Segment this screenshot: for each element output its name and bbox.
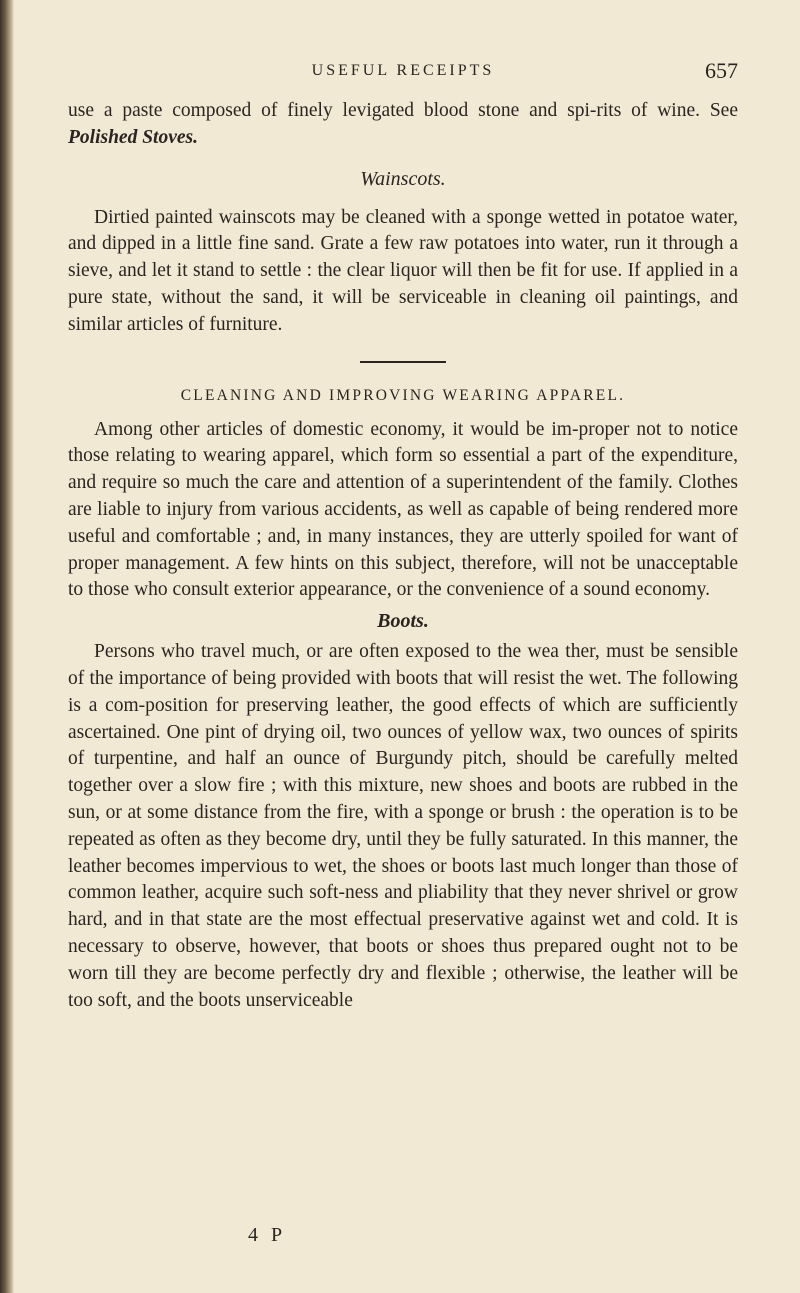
boots-paragraph: Persons who travel much, or are often exposed to the wea ther, must be sensible of the importance of being provided with boots that will resist the wet. The following is a com-position for preserving leather, the good effects of which are sufficiently ascertained. One pint of drying oil, two ounces of yellow wax, two ounces of spirits of turpentine, and half an ounce of Burgundy pitch, should be carefully melted together over a slow fire ; with this mixture, new shoes and boots are rubbed in the sun, or at some distance from the fire, with a sponge or brush : the operation is to be repeated as often as they become dry, until they be fully saturated. In this manner, the leather becomes impervious to wet, the shoes or boots last much longer than those of common leather, acquire such soft-ness and pliability that they never shrivel or grow hard, and in that state are the most effectual preservative against wet and cold. It is necessary to observe, however, that boots or shoes thus prepared ought not to be worn till they are become perfectly dry and flexible ; otherwise, the leather will be too soft, and the boots unserviceable xyxy=(68,641,738,1011)
intro-text: use a paste composed of finely levigated blood stone and spi-rits of wine. See xyxy=(68,100,738,121)
cross-reference: Polished Stoves. xyxy=(68,126,198,148)
wainscots-heading: Wainscots. xyxy=(360,167,446,190)
intro-paragraph xyxy=(68,98,738,152)
boots-heading: Boots. xyxy=(377,610,429,633)
cleaning-heading: CLEANING AND IMPROVING WEARING APPAREL. xyxy=(180,386,626,404)
book-page xyxy=(68,58,738,1014)
cleaning-paragraph: Among other articles of domestic economy, it would be im-proper not to notice those relating to wearing apparel, which form so essential a part of the expenditure, and require so much the care and attention of a superintendent of the family. Clothes are liable to injury from various accidents, as well as capable of being rendered more useful and comfortable ; and, in many instances, they are utterly spoiled for want of proper management. A few hints on this subject, therefore, will not be unacceptable to those who consult exterior appearance, or the convenience of a sound economy. xyxy=(68,418,738,601)
running-head xyxy=(68,58,738,88)
binding-gutter xyxy=(0,0,14,1293)
page-number: 657 xyxy=(705,58,738,83)
section-divider xyxy=(360,361,446,363)
wainscots-paragraph: Dirtied painted wainscots may be cleaned with a sponge wetted in potatoe water, and dipped in a little fine sand. Grate a few raw potatoes into water, run it through a sieve, and let it stand to settle : the clear liquor will then be fit for use. If applied in a pure state, without the sand, it will be serviceable in cleaning oil paintings, and similar articles of furniture. xyxy=(68,206,738,335)
running-title: USEFUL RECEIPTS xyxy=(311,62,495,79)
signature-mark: 4 P xyxy=(248,1224,287,1246)
